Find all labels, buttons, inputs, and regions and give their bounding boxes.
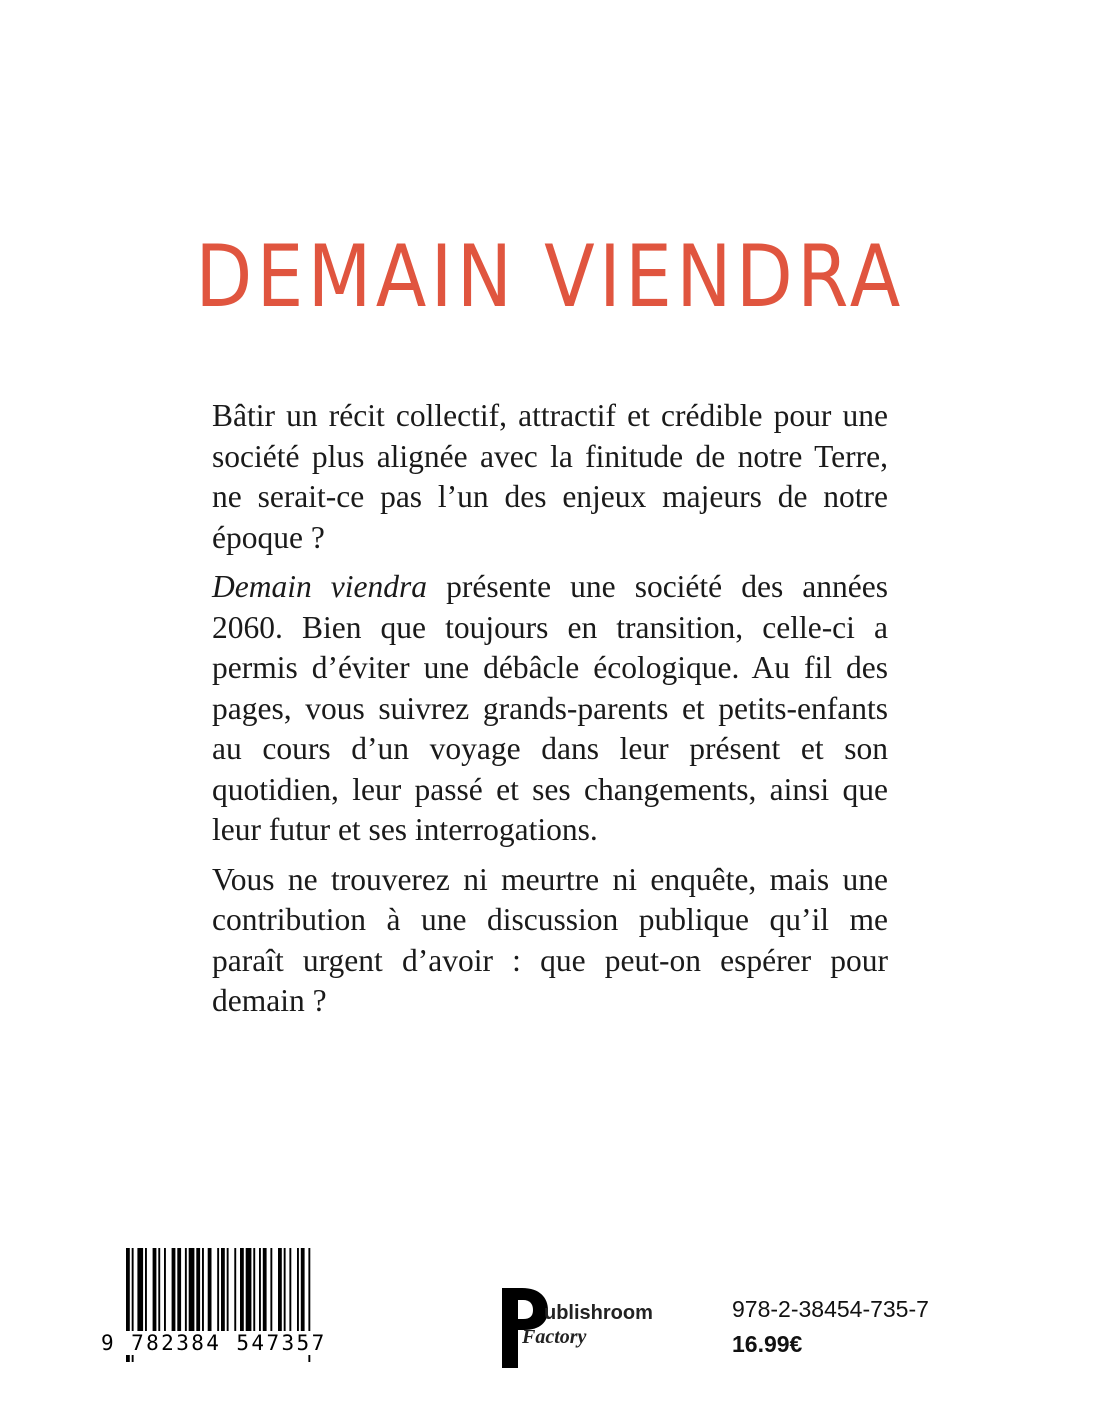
blurb-paragraph-2-text: présente une société des années 2060. Bien que toujours en transition, celle-ci a permis d’éviter une débâcle écologique. Au fil des pages, vous suivrez grands-parents et petits-enfants au cours d’un voyage dans leur présent et son quotidien, leur passé et ses changements, ainsi que leur futur et ses interrogations. [212, 569, 888, 847]
blurb-paragraph-1: Bâtir un récit collectif, attractif et crédible pour une société plus alignée avec la finitude de notre Terre, ne serait-ce pas l’un des enjeux majeurs de notre époque ? [212, 398, 888, 555]
blurb-paragraph-2 [212, 567, 888, 851]
barcode-digits [100, 1326, 344, 1362]
publisher-subname: Factory [522, 1326, 587, 1348]
book-title: DEMAIN VIENDRA [195, 227, 905, 327]
barcode-digits-text: 9 782384 547357 [101, 1331, 327, 1355]
publisher-name: ublishroom [544, 1302, 653, 1324]
isbn-barcode [100, 1244, 344, 1364]
publisher-logo [496, 1284, 653, 1374]
book-price: 16.99€ [732, 1331, 803, 1357]
blurb-title-italic: Demain viendra [212, 569, 428, 604]
isbn-number: 978-2-38454-735-7 [732, 1296, 929, 1322]
blurb-paragraph-3: Vous ne trouverez ni meurtre ni enquête, mais une contribution à une discussion publique qu’il me paraît urgent d’avoir : que peut-on espérer pour demain ? [212, 861, 888, 1018]
book-blurb [212, 396, 888, 1031]
